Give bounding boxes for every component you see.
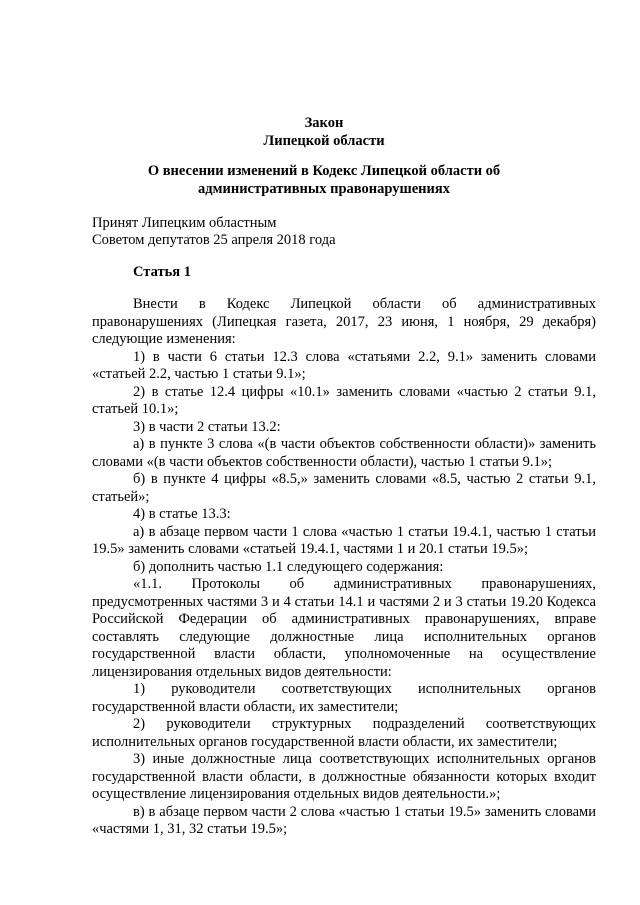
paragraph: в) в абзаце первом части 2 слова «частью 1 статьи 19.5» заменить словами «частями 1, 31, 32 статьи 19.5»; [92, 803, 596, 837]
paragraph: а) в абзаце первом части 1 слова «частью 1 статьи 19.4.1, частью 1 статьи 19.5» заменить словами «статьей 19.4.1, частями 1 и 20.1 статьи 19.5»; [92, 523, 596, 557]
paragraph: б) в пункте 4 цифры «8.5,» заменить словами «8.5, частью 2 статьи 9.1, статьей»; [92, 471, 596, 505]
paragraph: а) в пункте 3 слова «(в части объектов собственности области)» заменить словами «(в части объектов собственности области), частью 1 статьи 9.1»; [92, 436, 596, 470]
paragraph: 3) иные должностные лица соответствующих исполнительных органов государственной власти области, в должностные обязанности которых входит осуществление лицензирования отдельных видов деятельности.»; [92, 751, 596, 802]
region-heading: Липецкой области [263, 133, 385, 149]
law-title-line-1: О внесении изменений в Кодекс Липецкой области об [147, 163, 501, 179]
paragraph: 1) в части 6 статьи 12.3 слова «статьями 2.2, 9.1» заменить словами «статьей 2.2, частью 1 статьи 9.1»; [92, 348, 596, 382]
law-title-line-2: административных правонарушениях [198, 181, 450, 197]
paragraph: 2) руководители структурных подразделений соответствующих исполнительных органов государственной власти области, их заместители; [92, 716, 596, 750]
paragraph: 1) руководители соответствующих исполнительных органов государственной власти области, их заместители; [92, 681, 596, 715]
law-heading: Закон [304, 115, 344, 131]
paragraph: «1.1. Протоколы об административных правонарушениях, предусмотренных частями 3 и 4 статьи 14.1 и частями 2 и 3 статьи 19.20 Кодекса Российской Федерации об административных правонарушениях, вправе составлять следующие должностные лица исполнительных органов государственной власти области, уполномоченные на осуществление лицензирования отдельных видов деятельности: [92, 576, 596, 680]
paragraph: б) дополнить частью 1.1 следующего содержания: [133, 558, 444, 575]
adoption-note-line-2: Советом депутатов 25 апреля 2018 года [92, 232, 336, 248]
paragraph: Внести в Кодекс Липецкой области об административных правонарушениях (Липецкая газета, 2017, 23 июня, 1 ноября, 29 декабря) следующие изменения: [92, 296, 596, 347]
article-heading: Статья 1 [133, 264, 191, 280]
paragraph: 3) в части 2 статьи 13.2: [133, 418, 281, 435]
paragraph: 2) в статье 12.4 цифры «10.1» заменить словами «частью 2 статьи 9.1, статьей 10.1»; [92, 383, 596, 417]
paragraph: 4) в статье 13.3: [133, 506, 231, 522]
article-body [92, 296, 596, 839]
adoption-note-line-1: Принят Липецким областным [92, 215, 277, 231]
